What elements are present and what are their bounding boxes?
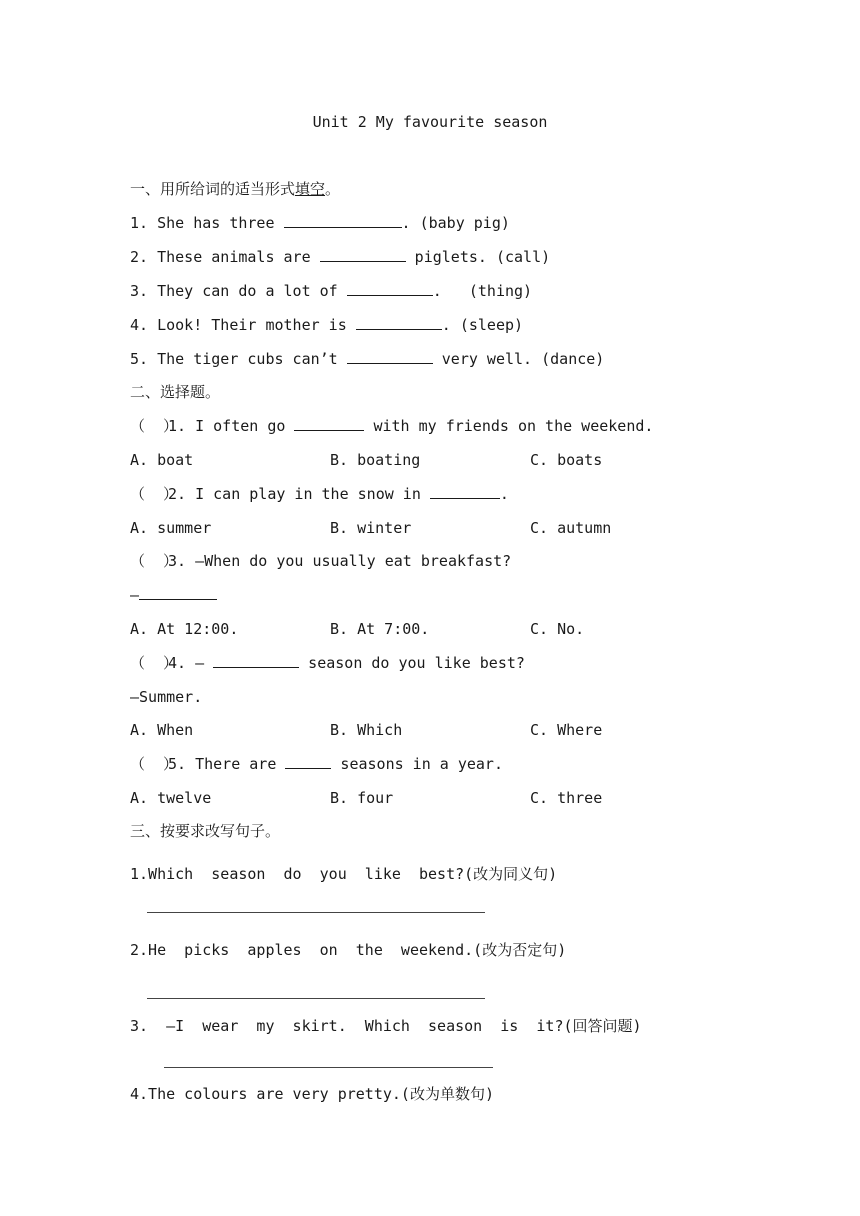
choice-q4-answer: —Summer. [130, 688, 203, 706]
choice-q3-reply: — [130, 585, 217, 605]
answer-paren[interactable]: （ ） [130, 417, 179, 435]
answer-blank[interactable] [356, 315, 442, 330]
section1-heading: 一、用所给词的适当形式填空。 [130, 180, 341, 198]
option-b: B. four [330, 789, 394, 807]
answer-paren[interactable]: （ ） [130, 552, 179, 570]
choice-q1: （ ）1. I often go with my friends on the weekend. [130, 417, 654, 435]
section3-heading: 三、按要求改写句子。 [130, 822, 281, 840]
answer-paren[interactable]: （ ） [130, 654, 179, 672]
fill-item-3: 3. They can do a lot of . (thing) [130, 282, 533, 300]
rewrite-item-3: 3. —I wear my skirt. Which season is it?(回答问题) [130, 1017, 642, 1035]
option-b: B. boating [330, 451, 421, 469]
page-title: Unit 2 My favourite season [312, 113, 548, 131]
option-b: B. winter [330, 519, 412, 537]
answer-blank [213, 653, 299, 668]
option-b: B. At 7:00. [330, 620, 430, 638]
fill-item-5: 5. The tiger cubs can’t very well. (dance) [130, 350, 605, 368]
option-c: C. Where [530, 721, 603, 739]
rewrite-item-4: 4.The colours are very pretty.(改为单数句) [130, 1085, 494, 1103]
answer-blank [294, 416, 364, 431]
option-c: C. No. [530, 620, 585, 638]
option-c: C. boats [530, 451, 603, 469]
choice-q4: （ ）4. — season do you like best? [130, 654, 525, 672]
option-a: A. twelve [130, 789, 212, 807]
option-c: C. three [530, 789, 603, 807]
fill-item-4: 4. Look! Their mother is . (sleep) [130, 316, 524, 334]
option-c: C. autumn [530, 519, 612, 537]
choice-q3: （ ）3. —When do you usually eat breakfast? [130, 552, 512, 570]
answer-line[interactable] [147, 998, 485, 999]
answer-blank[interactable] [347, 349, 433, 364]
choice-q2: （ ）2. I can play in the snow in . [130, 485, 509, 503]
answer-blank [139, 585, 217, 600]
choice-q5: （ ）5. There are seasons in a year. [130, 755, 503, 773]
option-a: A. boat [130, 451, 194, 469]
answer-blank[interactable] [347, 281, 433, 296]
answer-line[interactable] [147, 912, 485, 913]
option-a: A. At 12:00. [130, 620, 239, 638]
option-a: A. summer [130, 519, 212, 537]
option-a: A. When [130, 721, 194, 739]
answer-paren[interactable]: （ ） [130, 755, 179, 773]
rewrite-item-2: 2.He picks apples on the weekend.(改为否定句) [130, 941, 567, 959]
answer-blank [430, 484, 500, 499]
answer-line[interactable] [164, 1067, 493, 1068]
answer-paren[interactable]: （ ） [130, 485, 179, 503]
answer-blank [285, 754, 331, 769]
fill-item-2: 2. These animals are piglets. (call) [130, 248, 551, 266]
section2-heading: 二、选择题。 [130, 383, 221, 401]
answer-blank[interactable] [284, 213, 402, 228]
fill-item-1: 1. She has three . (baby pig) [130, 214, 510, 232]
rewrite-item-1: 1.Which season do you like best?(改为同义句) [130, 865, 558, 883]
answer-blank[interactable] [320, 247, 406, 262]
option-b: B. Which [330, 721, 403, 739]
